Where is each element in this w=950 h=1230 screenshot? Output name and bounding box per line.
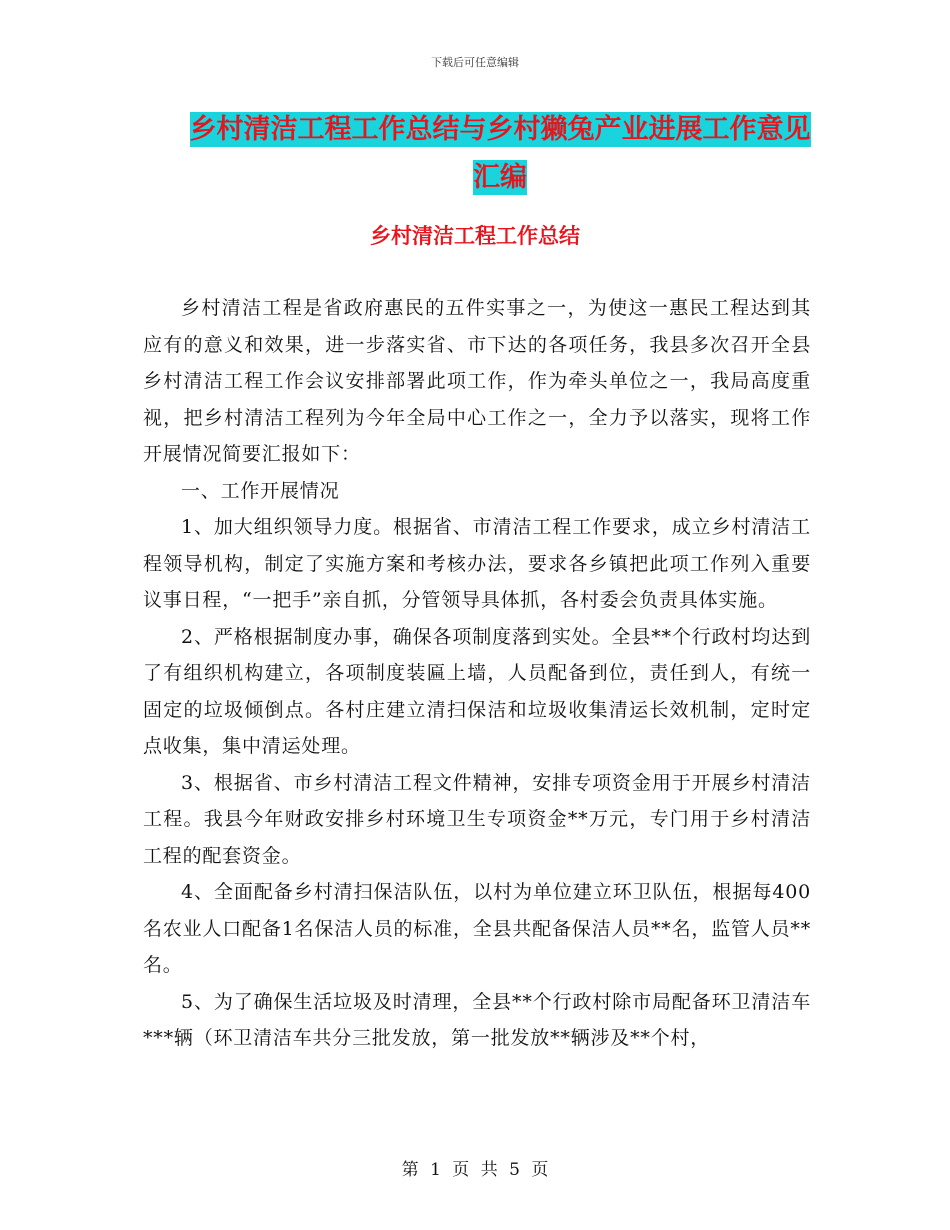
document-title-line1: 乡村清洁工程工作总结与乡村獭兔产业进展工作意见 <box>189 114 811 145</box>
document-title-line2: 汇编 <box>473 162 527 193</box>
header-note: 下载后可任意编辑 <box>431 56 519 69</box>
paragraph-intro: 乡村清洁工程是省政府惠民的五件实事之一，为使这一惠民工程达到其应有的意义和效果，进一步落实省、市下达的各项任务，我县多次召开全县乡村清洁工程工作会议安排部署此项工作，作为牵头单位之一，我局高度重视，把乡村清洁工程列为今年全局中心工作之一，全力予以落实，现将工作开展情况简要汇报如下： <box>143 297 811 465</box>
paragraph-item-4: 4、全面配备乡村清扫保洁队伍，以村为单位建立环卫队伍，根据每400名农业人口配备1名保洁人员的标准，全县共配备保洁人员**名，监管人员**名。 <box>143 881 811 976</box>
paragraph-item-5: 5、为了确保生活垃圾及时清理，全县**个行政村除市局配备环卫清洁车***辆（环卫清洁车共分三批发放，第一批发放**辆涉及**个村， <box>143 990 811 1049</box>
paragraph-item-3: 3、根据省、市乡村清洁工程文件精神，安排专项资金用于开展乡村清洁工程。我县今年财政安排乡村环境卫生专项资金**万元，专门用于乡村清洁工程的配套资金。 <box>143 771 811 867</box>
paragraph-item-1: 1、加大组织领导力度。根据省、市清洁工程工作要求，成立乡村清洁工程领导机构，制定了实施方案和考核办法，要求各乡镇把此项工作列入重要议事日程，“一把手”亲自抓，分管领导具体抓，各村委会负责具体实施。 <box>143 516 811 611</box>
document-title <box>180 106 820 202</box>
page-footer: 第 1 页 共 5 页 <box>401 1160 549 1180</box>
paragraph-heading-1: 一、工作开展情况 <box>181 479 340 502</box>
document-body <box>143 290 811 1057</box>
section-title: 乡村清洁工程工作总结 <box>370 224 580 248</box>
paragraph-item-2: 2、严格根据制度办事，确保各项制度落到实处。全县**个行政村均达到了有组织机构建立，各项制度装匾上墙，人员配备到位，责任到人，有统一固定的垃圾倾倒点。各村庄建立清扫保洁和垃圾收集清运长效机制，定时定点收集，集中清运处理。 <box>143 625 811 757</box>
